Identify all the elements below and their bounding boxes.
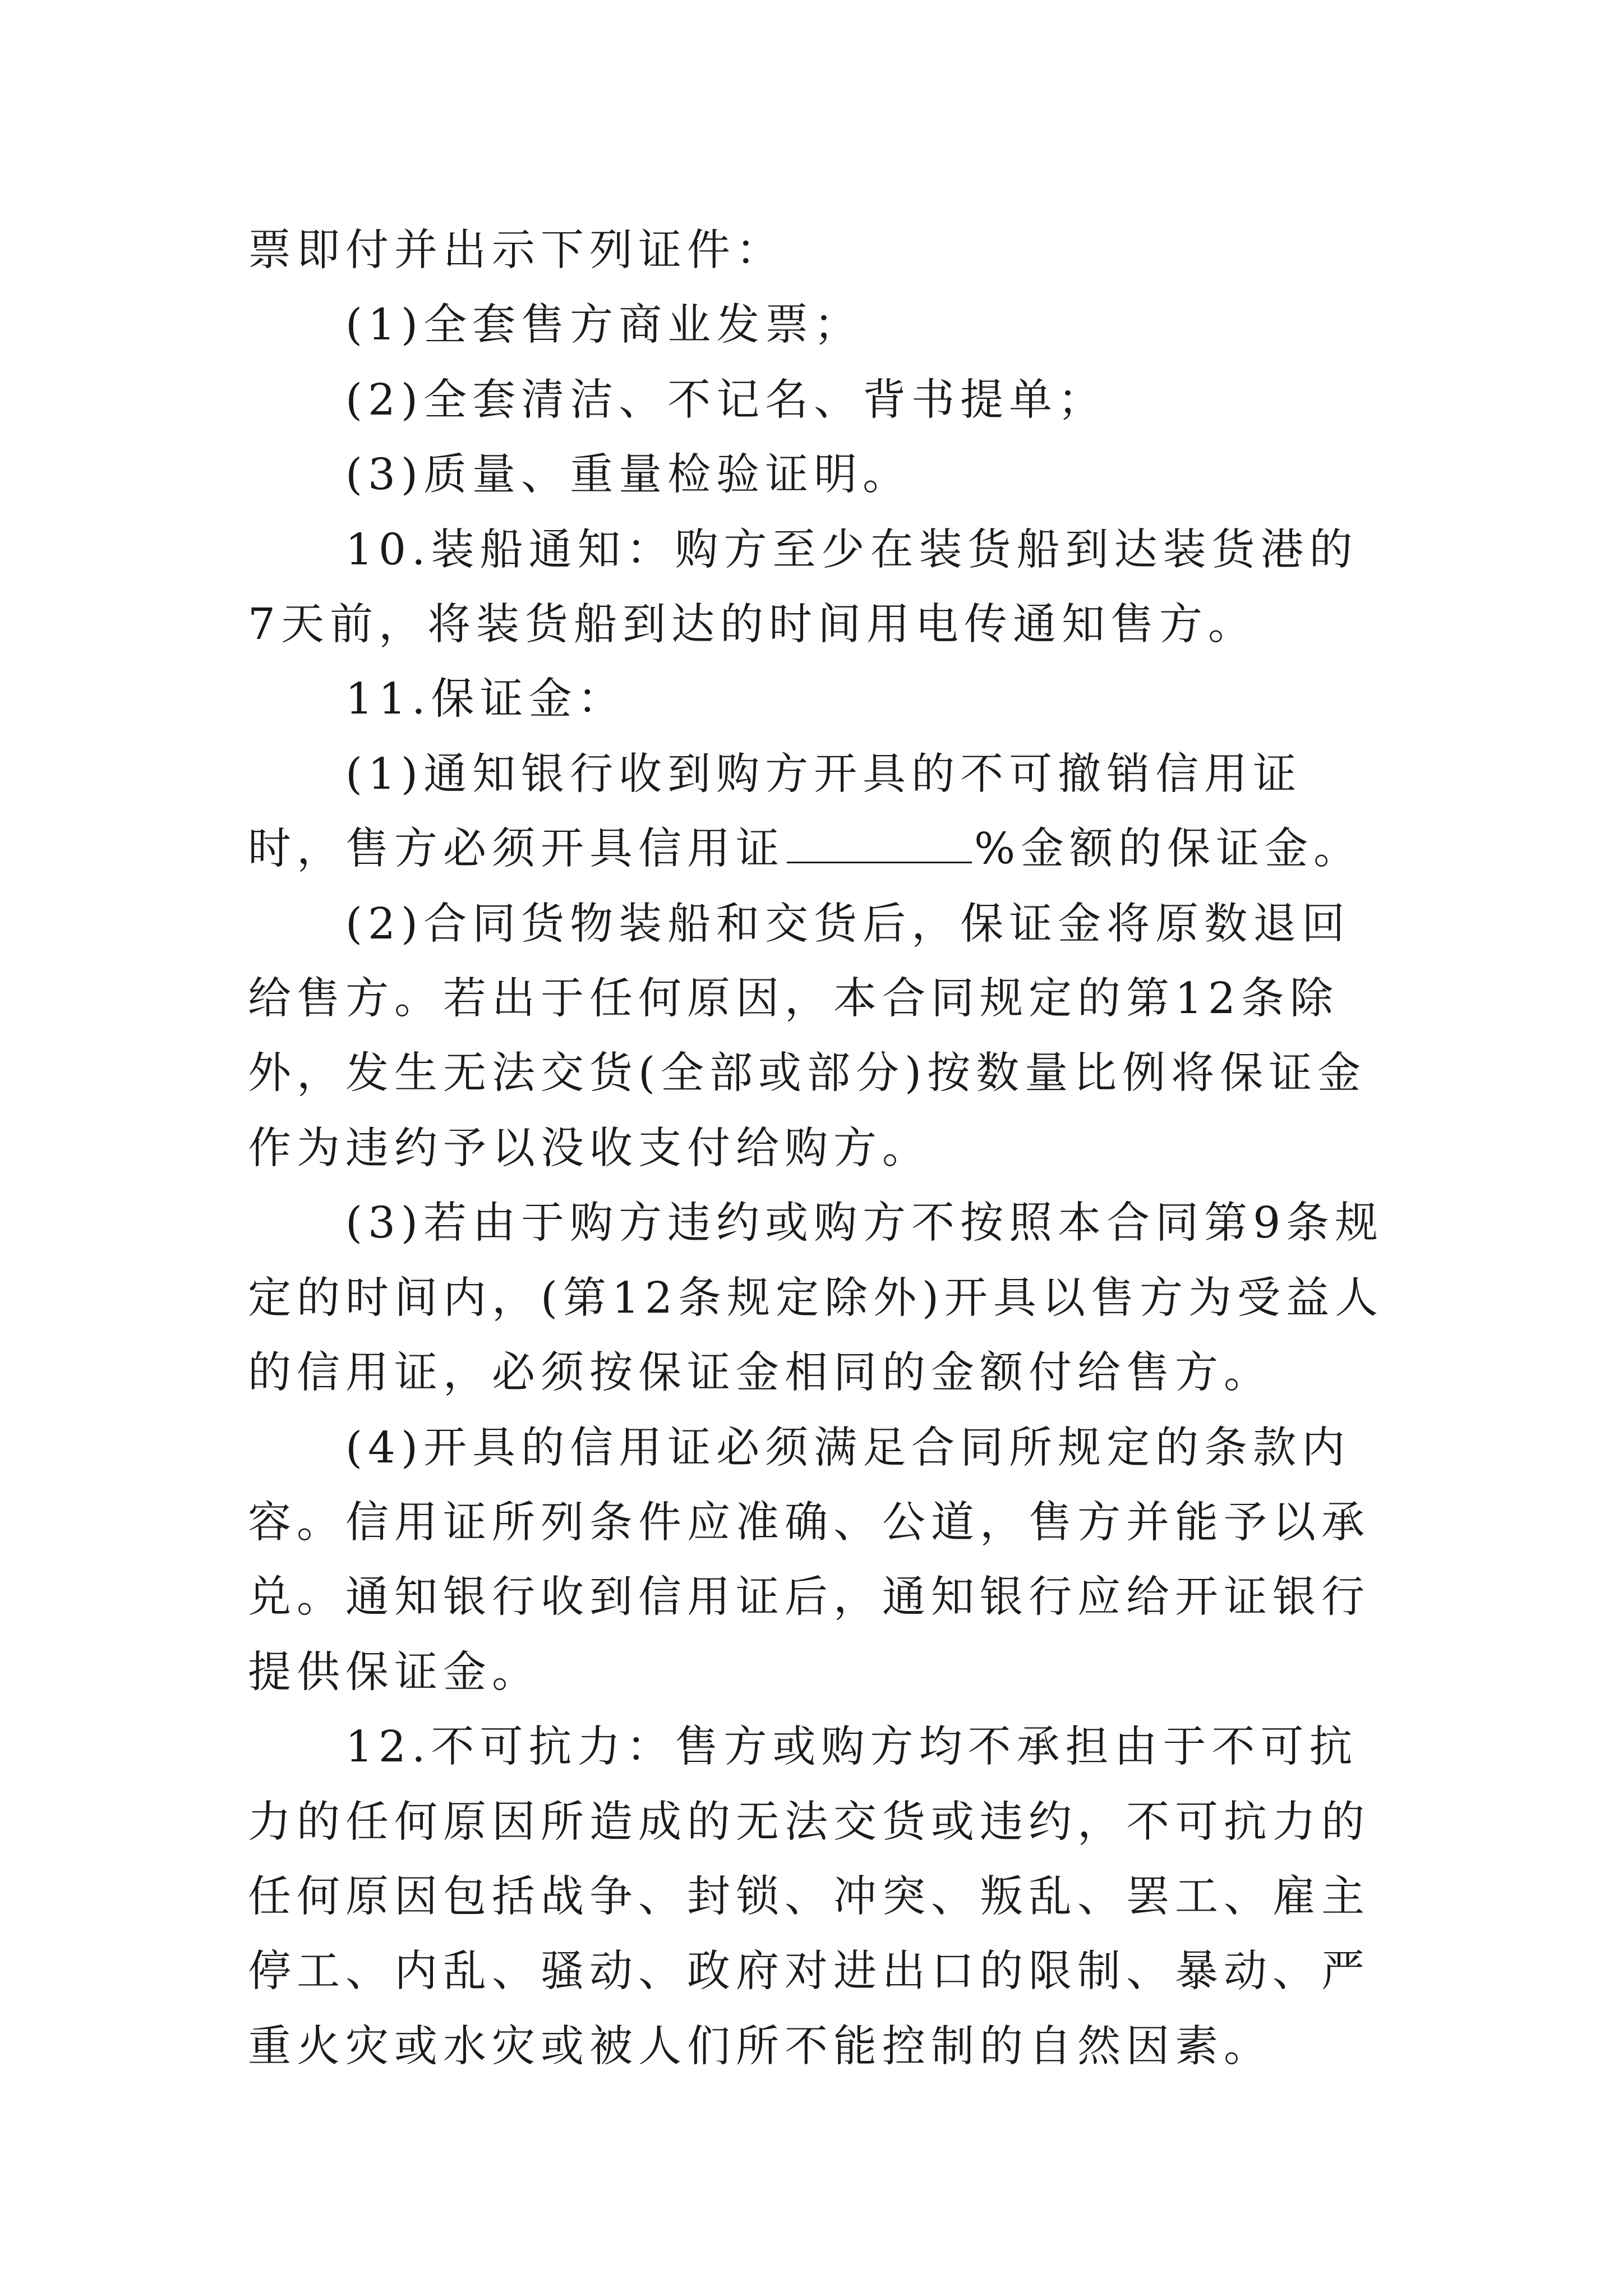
clause-11-item-1-tail: %金额的保证金。 [974, 824, 1363, 875]
clause-11-heading: 11.保证金： [345, 674, 626, 725]
clause-11-item-3: (3)若由于购方违约或购方不按照本合同第9条规定的时间内，(第12条规定除外)开具以售方为受益人的信用证，必须按保证金相同的金额付给售方。 [248, 1198, 1384, 1398]
clause-11-item-1 [248, 737, 1386, 887]
list-item-commercial-invoice: (1)全套售方商业发票； [345, 300, 863, 351]
blank-fill-line [787, 828, 972, 863]
paragraph-payment-documents-intro: 票即付并出示下列证件： [248, 226, 785, 275]
clause-10-shipping-notice: 10.装船通知：购方至少在装货船到达装货港的7天前，将装货船到达的时间用电传通知售方。 [248, 524, 1358, 650]
clause-11-item-4: (4)开具的信用证必须满足合同所规定的条款内容。信用证所列条件应准确、公道，售方并能予以承兑。通知银行收到信用证后，通知银行应给开证银行提供保证金。 [248, 1423, 1370, 1697]
list-item-bill-of-lading: (2)全套清洁、不记名、背书提单； [345, 375, 1107, 425]
clause-12-force-majeure: 12.不可抗力：售方或购方均不承担由于不可抗力的任何原因所造成的无法交货或违约，不可抗力的任何原因包括战争、封锁、冲突、叛乱、罢工、雇主停工、内乱、骚动、政府对进出口的限制、暴动、严重火灾或水灾或被人们所不能控制的自然因素。 [248, 1722, 1370, 2072]
clause-11-item-2: (2)合同货物装船和交货后，保证金将原数退回给售方。若出于任何原因，本合同规定的第12条除外，发生无法交货(全部或部分)按数量比例将保证金作为违约予以没收支付给购方。 [248, 899, 1367, 1174]
document-body [248, 213, 1386, 2084]
list-item-inspection-certificate: (3)质量、重量检验证明。 [345, 450, 912, 500]
clause-11-item-1-text: (1)通知银行收到购方开具的不可撤销信用证时，售方必须开具信用证 [248, 749, 1302, 875]
